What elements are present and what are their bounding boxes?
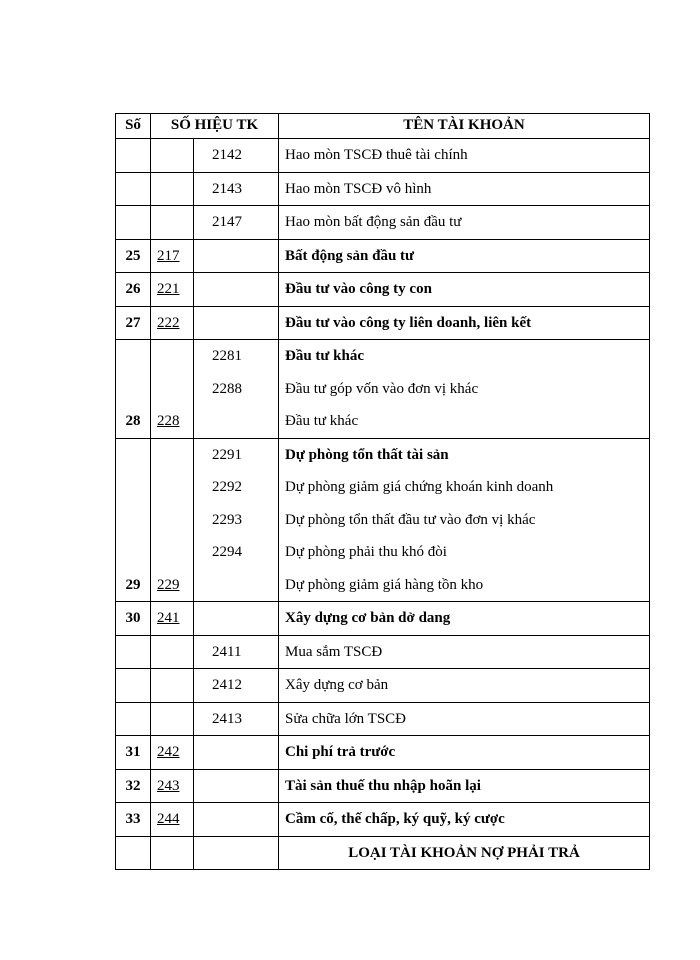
sub-account-code: 2147 [194, 206, 279, 240]
sub-account-codes: 2291 2292 2293 2294 [194, 438, 279, 602]
row-number: 25 [116, 239, 151, 273]
row-number [116, 669, 151, 703]
account-code: 243 [151, 769, 194, 803]
table-row [116, 702, 650, 736]
account-name: Mua sắm TSCĐ [279, 635, 650, 669]
row-number: 32 [116, 769, 151, 803]
row-number: 28 [116, 340, 151, 439]
account-name: Cầm cố, thế chấp, ký quỹ, ký cược [279, 803, 650, 837]
sub-account-code [194, 306, 279, 340]
sub-account-code [194, 602, 279, 636]
row-number [116, 206, 151, 240]
table-row [116, 736, 650, 770]
account-code [151, 139, 194, 173]
sub-account-code [194, 239, 279, 273]
sub-account-code: 2413 [194, 702, 279, 736]
row-number [116, 635, 151, 669]
table-row [116, 602, 650, 636]
header-so-hieu-tk: SỐ HIỆU TK [151, 114, 279, 139]
account-code: 244 [151, 803, 194, 837]
table-row [116, 239, 650, 273]
header-so: Số [116, 114, 151, 139]
account-name: Chi phí trả trước [279, 736, 650, 770]
sub-account-code: 2411 [194, 635, 279, 669]
header-ten-tai-khoan: TÊN TÀI KHOẢN [279, 114, 650, 139]
account-name: Xây dựng cơ bản dở dang [279, 602, 650, 636]
table-row [116, 172, 650, 206]
account-code: 228 [151, 340, 194, 439]
empty-cell [116, 836, 151, 870]
row-number: 30 [116, 602, 151, 636]
account-name: Tài sản thuế thu nhập hoãn lại [279, 769, 650, 803]
account-name: Xây dựng cơ bản [279, 669, 650, 703]
sub-account-code: 2412 [194, 669, 279, 703]
account-name: Đầu tư vào công ty con [279, 273, 650, 307]
account-name: Hao mòn TSCĐ thuê tài chính [279, 139, 650, 173]
account-names: Dự phòng tổn thất tài sản Dự phòng giảm giá chứng khoán kinh doanh Dự phòng tổn thất đầu tư vào đơn vị khác Dự phòng phải thu khó đòi Dự phòng giảm giá hàng tồn kho [279, 438, 650, 602]
sub-account-codes: 2281 2288 [194, 340, 279, 439]
account-code: 222 [151, 306, 194, 340]
account-name: Bất động sản đầu tư [279, 239, 650, 273]
account-names: Đầu tư khác Đầu tư góp vốn vào đơn vị khác Đầu tư khác [279, 340, 650, 439]
account-code: 229 [151, 438, 194, 602]
account-table [115, 113, 650, 870]
table-row-group-229 [116, 438, 650, 602]
row-number [116, 172, 151, 206]
row-number: 31 [116, 736, 151, 770]
sub-account-code: 2142 [194, 139, 279, 173]
empty-cell [194, 836, 279, 870]
sub-account-code [194, 803, 279, 837]
table-row [116, 139, 650, 173]
account-code [151, 206, 194, 240]
row-number: 29 [116, 438, 151, 602]
account-code: 241 [151, 602, 194, 636]
account-code [151, 669, 194, 703]
account-code: 221 [151, 273, 194, 307]
account-name: Đầu tư vào công ty liên doanh, liên kết [279, 306, 650, 340]
sub-account-code: 2143 [194, 172, 279, 206]
row-number: 26 [116, 273, 151, 307]
row-number: 33 [116, 803, 151, 837]
account-code [151, 635, 194, 669]
section-title: LOẠI TÀI KHOẢN NỢ PHẢI TRẢ [279, 836, 650, 870]
account-name: Hao mòn bất động sản đầu tư [279, 206, 650, 240]
account-name: Sửa chữa lớn TSCĐ [279, 702, 650, 736]
row-number: 27 [116, 306, 151, 340]
account-code: 217 [151, 239, 194, 273]
table-row [116, 306, 650, 340]
row-number [116, 139, 151, 173]
account-code [151, 702, 194, 736]
table-row [116, 769, 650, 803]
sub-account-code [194, 736, 279, 770]
account-name: Hao mòn TSCĐ vô hình [279, 172, 650, 206]
table-row-group-228 [116, 340, 650, 439]
table-header [116, 114, 650, 139]
row-number [116, 702, 151, 736]
table-row [116, 635, 650, 669]
account-code [151, 172, 194, 206]
account-code: 242 [151, 736, 194, 770]
sub-account-code [194, 273, 279, 307]
table-row [116, 803, 650, 837]
empty-cell [151, 836, 194, 870]
table-row [116, 206, 650, 240]
table-row [116, 669, 650, 703]
table-row [116, 273, 650, 307]
sub-account-code [194, 769, 279, 803]
section-footer-row [116, 836, 650, 870]
